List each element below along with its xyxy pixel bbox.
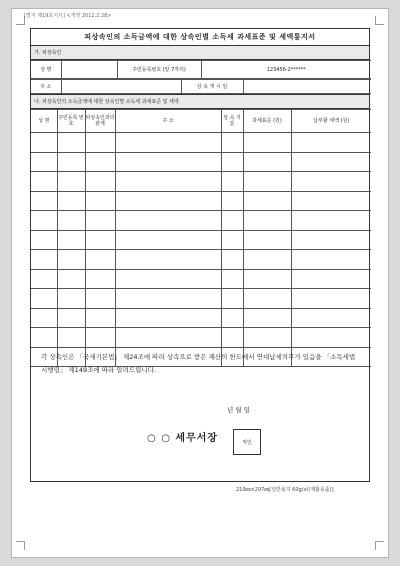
heir-cell[interactable]: [31, 289, 57, 309]
heir-cell[interactable]: [85, 230, 115, 250]
heir-cell[interactable]: [57, 133, 85, 153]
heir-cell[interactable]: [85, 289, 115, 309]
heir-row: [31, 152, 371, 172]
heir-cell[interactable]: [243, 289, 291, 309]
heir-cell[interactable]: [291, 250, 371, 270]
heir-cell[interactable]: [85, 152, 115, 172]
heir-cell[interactable]: [115, 191, 221, 211]
heir-row: [31, 211, 371, 231]
section-ga-heading: 가. 피상속인: [31, 46, 369, 60]
heir-cell[interactable]: [243, 191, 291, 211]
heir-row: [31, 308, 371, 328]
heir-cell[interactable]: [243, 133, 291, 153]
heir-cell[interactable]: [57, 250, 85, 270]
heir-cell[interactable]: [291, 328, 371, 348]
rrn-label: 주민등록번호 (앞 7자리): [117, 61, 201, 79]
address-value[interactable]: [61, 80, 181, 94]
heir-cell[interactable]: [243, 250, 291, 270]
heir-cell[interactable]: [115, 269, 221, 289]
heir-cell[interactable]: [221, 250, 243, 270]
heir-cell[interactable]: [57, 211, 85, 231]
heir-cell[interactable]: [291, 133, 371, 153]
heir-cell[interactable]: [57, 328, 85, 348]
heir-cell[interactable]: [57, 172, 85, 192]
heir-cell[interactable]: [221, 328, 243, 348]
section-na-heading: 나. 피상속인의 소득금액에 대한 상속인별 소득세 과세표준 및 세액: [31, 94, 369, 109]
heir-cell[interactable]: [115, 211, 221, 231]
heir-cell[interactable]: [291, 269, 371, 289]
heir-row: [31, 172, 371, 192]
heir-cell[interactable]: [115, 172, 221, 192]
heir-cell[interactable]: [31, 308, 57, 328]
heir-cell[interactable]: [85, 308, 115, 328]
heir-cell[interactable]: [31, 152, 57, 172]
col-relation: 피상속인과의 관계: [85, 110, 115, 133]
name-value[interactable]: [61, 61, 117, 79]
form-frame: [30, 28, 370, 482]
heir-cell[interactable]: [291, 172, 371, 192]
heir-row: [31, 289, 371, 309]
crop-mark: [375, 541, 384, 550]
heir-cell[interactable]: [291, 191, 371, 211]
heir-cell[interactable]: [57, 269, 85, 289]
heir-row: [31, 230, 371, 250]
heir-cell[interactable]: [31, 211, 57, 231]
heir-cell[interactable]: [221, 308, 243, 328]
official-seal-box: 직인: [233, 429, 261, 455]
decedent-address-table: [31, 79, 371, 94]
heir-cell[interactable]: [31, 133, 57, 153]
heir-cell[interactable]: [243, 152, 291, 172]
heirs-table: [31, 109, 371, 367]
notice-text: 각 상속인은 「국세기본법」 제24조에 따라 상속으로 받은 재산의 한도에서 연대납세의무가 있음을 「소득세법 시행령」 제149조에 따라 알려드립니다.: [41, 353, 356, 374]
inheritance-date-value[interactable]: [243, 80, 371, 94]
col-tax-amount: 납부할 세액 (원): [291, 110, 371, 133]
heir-row: [31, 133, 371, 153]
heir-cell[interactable]: [221, 211, 243, 231]
form-title: 피상속인의 소득금액에 대한 상속인별 소득세 과세표준 및 세액통지서: [31, 29, 369, 46]
heir-cell[interactable]: [243, 230, 291, 250]
heir-cell[interactable]: [115, 289, 221, 309]
heir-cell[interactable]: [57, 230, 85, 250]
heir-cell[interactable]: [115, 133, 221, 153]
heir-cell[interactable]: [291, 152, 371, 172]
address-label: 주 소: [31, 80, 61, 94]
heir-row: [31, 328, 371, 348]
heir-cell[interactable]: [291, 289, 371, 309]
name-label: 성 명: [31, 61, 61, 79]
heir-cell[interactable]: [85, 328, 115, 348]
heir-cell[interactable]: [85, 269, 115, 289]
heir-cell[interactable]: [221, 191, 243, 211]
heir-cell[interactable]: [85, 133, 115, 153]
heir-cell[interactable]: [115, 152, 221, 172]
heir-cell[interactable]: [221, 289, 243, 309]
heir-cell[interactable]: [291, 211, 371, 231]
date-line: 년 월 일: [227, 406, 250, 414]
heir-cell[interactable]: [31, 172, 57, 192]
heir-cell[interactable]: [115, 328, 221, 348]
heir-cell[interactable]: [31, 269, 57, 289]
decedent-info-table: [31, 60, 371, 79]
inheritance-date-label: 상 속 개 시 일: [181, 80, 243, 94]
heir-row: [31, 191, 371, 211]
heir-cell[interactable]: [221, 269, 243, 289]
col-rrn: 주민등록 번 호: [57, 110, 85, 133]
heir-cell[interactable]: [57, 308, 85, 328]
crop-mark: [16, 541, 25, 550]
heir-cell[interactable]: [221, 230, 243, 250]
heir-cell[interactable]: [221, 152, 243, 172]
heir-cell[interactable]: [31, 250, 57, 270]
heir-cell[interactable]: [57, 289, 85, 309]
rrn-value[interactable]: 123456-2******: [201, 61, 371, 79]
heir-cell[interactable]: [85, 211, 115, 231]
heir-cell[interactable]: [85, 191, 115, 211]
heir-cell[interactable]: [31, 191, 57, 211]
col-tax-base: 과세표준 (원): [243, 110, 291, 133]
heirs-table-header: [31, 110, 371, 133]
heir-cell[interactable]: [243, 211, 291, 231]
heir-row: [31, 250, 371, 270]
heir-cell[interactable]: [291, 308, 371, 328]
heir-cell[interactable]: [31, 230, 57, 250]
heir-cell[interactable]: [85, 250, 115, 270]
heir-cell[interactable]: [115, 308, 221, 328]
crop-mark: [375, 16, 384, 25]
heir-cell[interactable]: [243, 172, 291, 192]
heir-cell[interactable]: [243, 328, 291, 348]
col-address: 주 소: [115, 110, 221, 133]
heir-cell[interactable]: [221, 133, 243, 153]
heir-cell[interactable]: [57, 191, 85, 211]
form-number: [별지 제19호서식] <개정 2012.2.28>: [24, 13, 112, 19]
col-share: 상 속 지 분: [221, 110, 243, 133]
heir-cell[interactable]: [115, 250, 221, 270]
heir-cell[interactable]: [115, 230, 221, 250]
heir-cell[interactable]: [31, 328, 57, 348]
heir-cell[interactable]: [243, 308, 291, 328]
paper-spec: 210㎜×297㎜[일반용지 60g/㎡(재활용품)]: [236, 487, 334, 493]
heir-cell[interactable]: [291, 230, 371, 250]
tax-office-name: ○ ○ 세무서장: [147, 433, 219, 444]
heir-cell[interactable]: [221, 172, 243, 192]
col-name: 성 명: [31, 110, 57, 133]
heir-cell[interactable]: [85, 172, 115, 192]
heir-cell[interactable]: [57, 152, 85, 172]
heir-cell[interactable]: [243, 269, 291, 289]
heir-row: [31, 269, 371, 289]
